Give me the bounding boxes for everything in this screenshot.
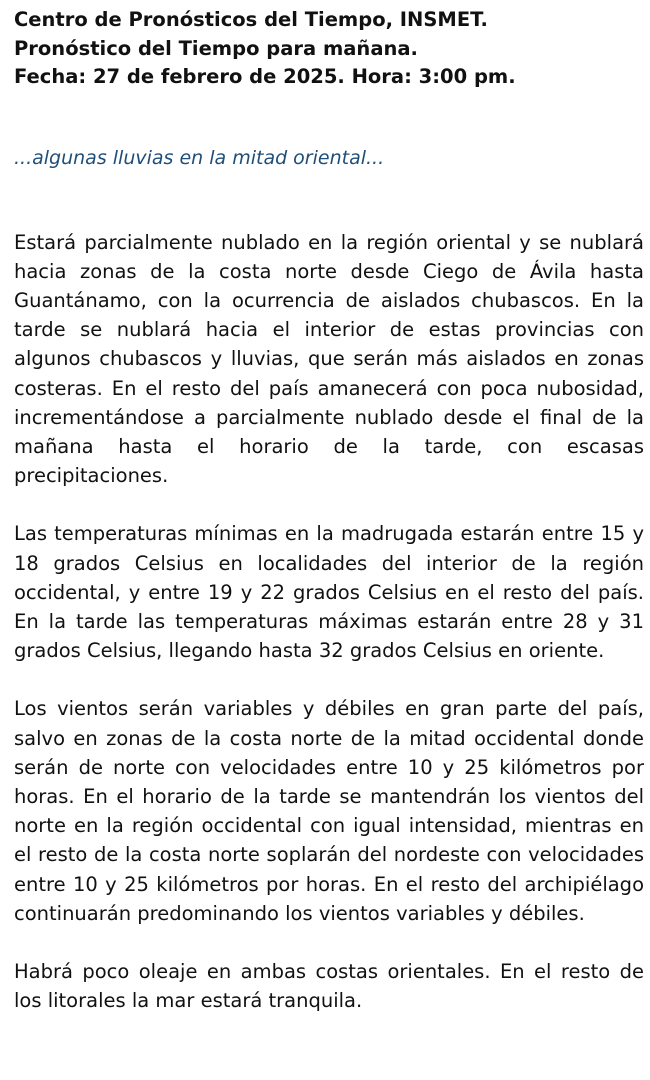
forecast-summary: ...algunas lluvias en la mitad oriental... <box>14 146 385 169</box>
header-organization: Centro de Pronósticos del Tiempo, INSMET. <box>14 8 488 31</box>
paragraph-sky-conditions: Estará parcialmente nublado en la región oriental y se nublará hacia zonas de la costa norte desde Ciego de Ávila hasta Guantánamo, con la ocurrencia de aislados chubascos. En la tarde se nublará hacia el interior de estas provincias con algunos chubascos y lluvias, que serán más aislados en zonas costeras. En el resto del país amanecerá con poca nubosidad, incrementándose a parcialmente nublado desde el final de la mañana hasta el horario de la tarde, con escasas precipitaciones. <box>14 230 644 488</box>
forecast-document <box>14 6 644 1015</box>
paragraph-temperatures: Las temperaturas mínimas en la madrugada estarán entre 15 y 18 grados Celsius en localidades del interior de la región occidental, y entre 19 y 22 grados Celsius en el resto del país. En la tarde las temperaturas máximas estarán entre 28 y 31 grados Celsius, llegando hasta 32 grados Celsius en oriente. <box>14 522 644 663</box>
document-header <box>14 6 644 92</box>
header-date-time: Fecha: 27 de febrero de 2025. Hora: 3:00 pm. <box>14 65 516 88</box>
header-title: Pronóstico del Tiempo para mañana. <box>14 36 418 60</box>
paragraph-winds: Los vientos serán variables y débiles en gran parte del país, salvo en zonas de la costa norte de la mitad occidental donde serán de norte con velocidades entre 10 y 25 kilómetros por horas. En el horario de la tarde se mantendrán los vientos del norte en la región occidental con igual intensidad, mientras en el resto de la costa norte soplarán del nordeste con velocidades entre 10 y 25 kilómetros por horas. En el resto del archipiélago continuarán predominando los vientos variables y débiles. <box>14 697 644 925</box>
paragraph-sea-conditions: Habrá poco oleaje en ambas costas orientales. En el resto de los litorales la mar estará tranquila. <box>14 959 644 1013</box>
